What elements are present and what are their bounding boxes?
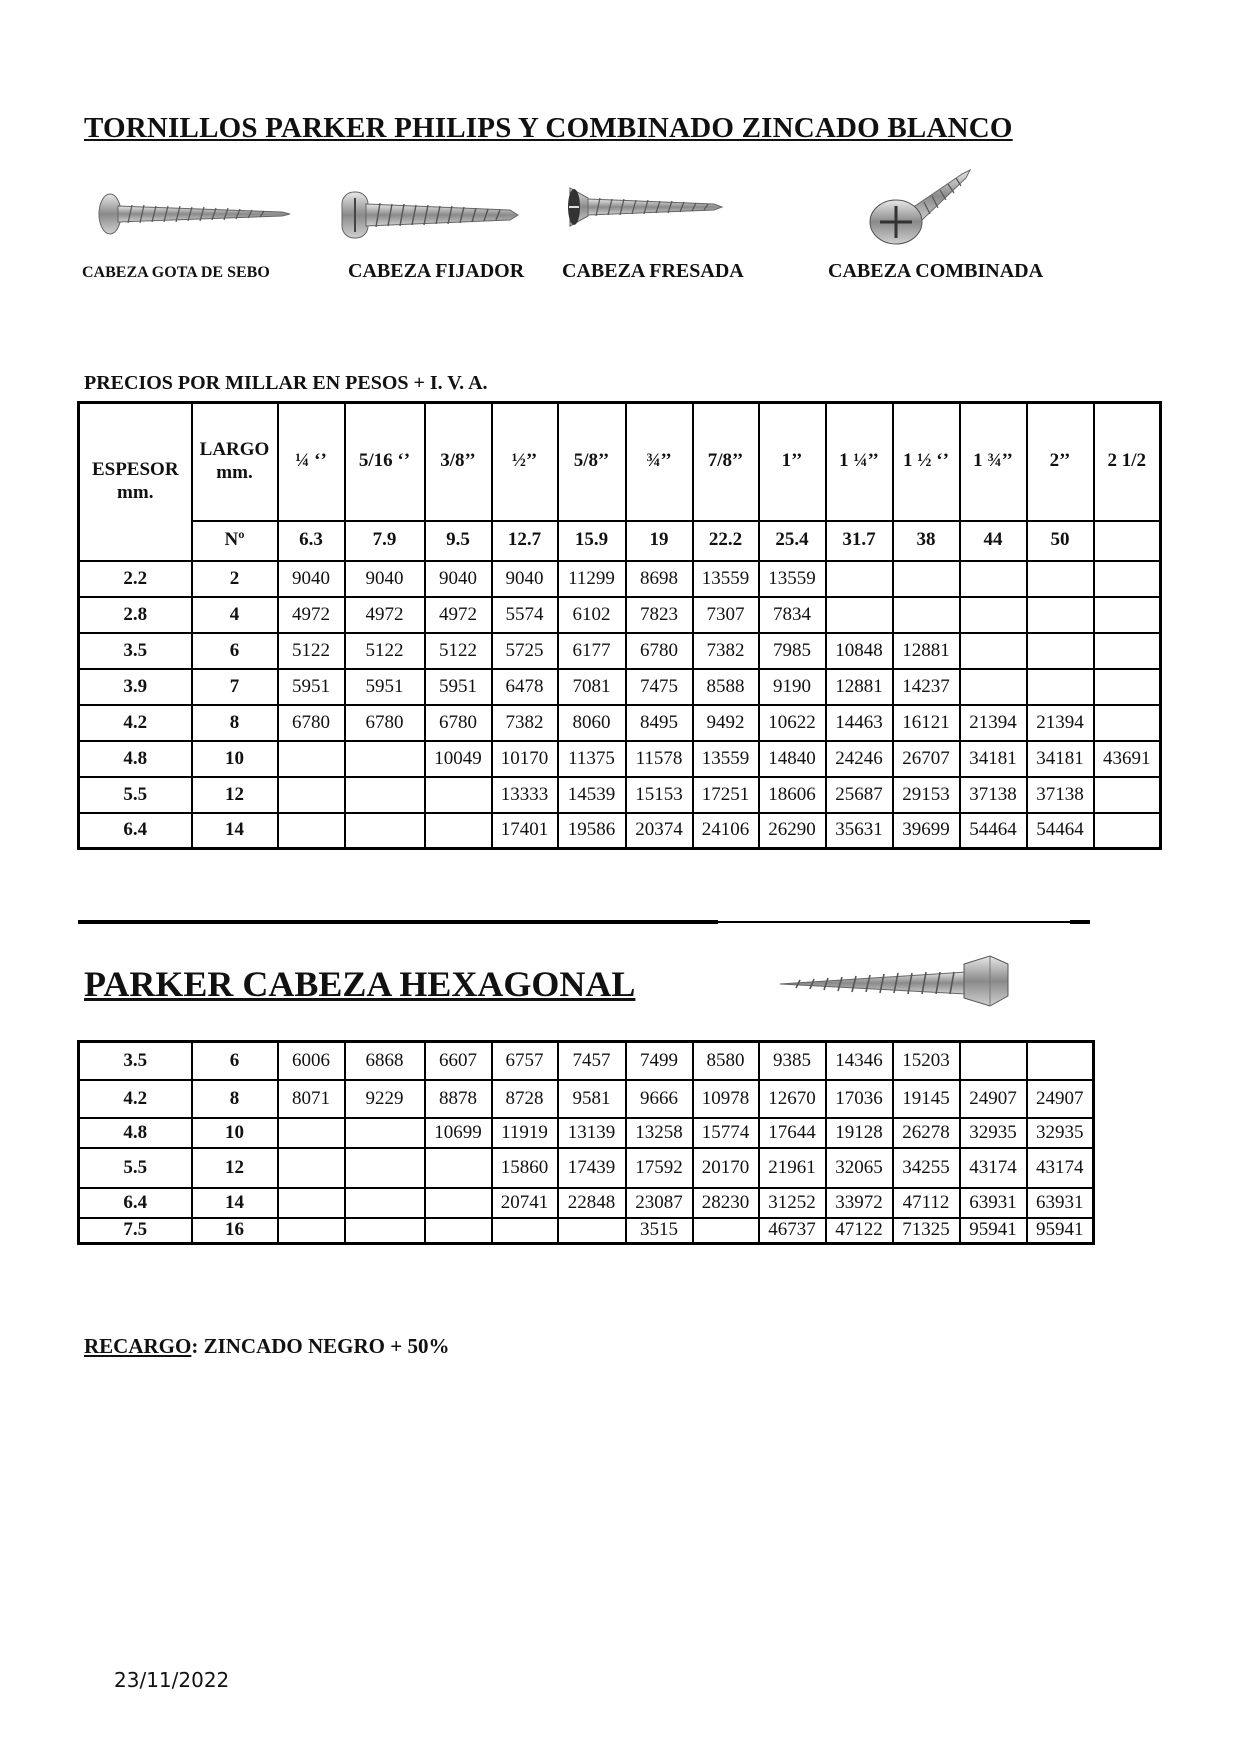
price-cell xyxy=(1094,813,1161,849)
head-type-label: CABEZA FIJADOR xyxy=(348,260,525,282)
price-cell xyxy=(1027,633,1094,669)
price-cell: 6868 xyxy=(345,1042,425,1080)
price-cell: 15774 xyxy=(693,1118,759,1148)
price-cell: 95941 xyxy=(960,1218,1027,1244)
inch-size-header: ¼ ‘’ xyxy=(278,403,345,521)
price-cell: 5122 xyxy=(345,633,425,669)
mm-size-header: 44 xyxy=(960,521,1027,561)
page-title: TORNILLOS PARKER PHILIPS Y COMBINADO ZINCADO BLANCO xyxy=(84,112,1013,144)
price-cell: 5951 xyxy=(425,669,492,705)
table-mm-row xyxy=(79,521,1161,561)
price-cell: 9666 xyxy=(626,1080,693,1118)
espesor-cell: 6.4 xyxy=(79,813,192,849)
inch-size-header: 2 1/2 xyxy=(1094,403,1161,521)
price-cell xyxy=(960,561,1027,597)
price-cell: 8071 xyxy=(278,1080,345,1118)
price-cell: 6006 xyxy=(278,1042,345,1080)
price-cell: 43174 xyxy=(1027,1148,1094,1188)
price-cell xyxy=(345,1218,425,1244)
table-row xyxy=(79,741,1161,777)
espesor-cell: 3.5 xyxy=(79,633,192,669)
espesor-cell: 7.5 xyxy=(79,1218,192,1244)
price-cell xyxy=(1027,597,1094,633)
price-cell: 18606 xyxy=(759,777,826,813)
mm-size-header: 7.9 xyxy=(345,521,425,561)
price-note: PRECIOS POR MILLAR EN PESOS + I. V. A. xyxy=(84,372,488,394)
price-cell xyxy=(278,777,345,813)
price-cell: 28230 xyxy=(693,1188,759,1218)
price-cell xyxy=(1094,597,1161,633)
inch-size-header: 5/8’’ xyxy=(558,403,626,521)
gauge-number-cell: 7 xyxy=(192,669,278,705)
surcharge-text: : ZINCADO NEGRO + 50% xyxy=(191,1334,450,1358)
table-row xyxy=(79,1118,1094,1148)
price-cell xyxy=(893,597,960,633)
price-cell: 43691 xyxy=(1094,741,1161,777)
price-cell: 20374 xyxy=(626,813,693,849)
price-cell: 9040 xyxy=(345,561,425,597)
price-cell: 6607 xyxy=(425,1042,492,1080)
price-cell: 10848 xyxy=(826,633,893,669)
price-cell: 14346 xyxy=(826,1042,893,1080)
price-cell: 32065 xyxy=(826,1148,893,1188)
price-cell xyxy=(960,669,1027,705)
table-row xyxy=(79,1042,1094,1080)
divider xyxy=(78,920,718,924)
gauge-number-cell: 6 xyxy=(192,1042,278,1080)
price-cell: 95941 xyxy=(1027,1218,1094,1244)
price-cell xyxy=(425,1188,492,1218)
espesor-cell: 3.9 xyxy=(79,669,192,705)
price-cell: 5951 xyxy=(278,669,345,705)
price-cell: 15153 xyxy=(626,777,693,813)
price-cell: 6780 xyxy=(626,633,693,669)
price-cell: 24907 xyxy=(960,1080,1027,1118)
mm-size-header: 19 xyxy=(626,521,693,561)
price-cell: 13139 xyxy=(558,1118,626,1148)
price-cell: 10170 xyxy=(492,741,558,777)
price-cell: 17592 xyxy=(626,1148,693,1188)
price-cell: 6780 xyxy=(278,705,345,741)
price-cell: 34255 xyxy=(893,1148,960,1188)
gauge-number-cell: 14 xyxy=(192,1188,278,1218)
price-cell xyxy=(345,777,425,813)
espesor-cell: 6.4 xyxy=(79,1188,192,1218)
price-cell: 13333 xyxy=(492,777,558,813)
price-cell: 63931 xyxy=(960,1188,1027,1218)
table-row xyxy=(79,1148,1094,1188)
section-title-hexagonal: PARKER CABEZA HEXAGONAL xyxy=(84,964,636,1004)
espesor-cell: 4.8 xyxy=(79,1118,192,1148)
price-cell: 10699 xyxy=(425,1118,492,1148)
oval-head-screw-icon xyxy=(96,188,292,240)
price-cell xyxy=(345,1118,425,1148)
price-cell: 19128 xyxy=(826,1118,893,1148)
price-cell: 32935 xyxy=(960,1118,1027,1148)
gauge-number-cell: 8 xyxy=(192,1080,278,1118)
price-cell: 29153 xyxy=(893,777,960,813)
price-cell: 31252 xyxy=(759,1188,826,1218)
price-cell xyxy=(826,561,893,597)
price-cell: 71325 xyxy=(893,1218,960,1244)
mm-size-header: 22.2 xyxy=(693,521,759,561)
price-cell: 14840 xyxy=(759,741,826,777)
price-cell: 6757 xyxy=(492,1042,558,1080)
price-cell: 6780 xyxy=(345,705,425,741)
price-cell xyxy=(960,1042,1027,1080)
price-cell: 26278 xyxy=(893,1118,960,1148)
price-table-hexagonal xyxy=(77,1040,1095,1245)
price-cell: 10978 xyxy=(693,1080,759,1118)
price-cell: 9229 xyxy=(345,1080,425,1118)
price-cell xyxy=(826,597,893,633)
price-cell xyxy=(1094,561,1161,597)
table-row xyxy=(79,1080,1094,1118)
price-cell: 13559 xyxy=(693,741,759,777)
price-cell: 33972 xyxy=(826,1188,893,1218)
largo-header: LARGO mm. xyxy=(192,403,278,521)
price-cell: 35631 xyxy=(826,813,893,849)
mm-size-header: 50 xyxy=(1027,521,1094,561)
price-cell xyxy=(278,1148,345,1188)
price-cell xyxy=(558,1218,626,1244)
price-cell: 7457 xyxy=(558,1042,626,1080)
price-cell: 7985 xyxy=(759,633,826,669)
price-cell: 7834 xyxy=(759,597,826,633)
divider xyxy=(1070,920,1090,924)
espesor-cell: 4.8 xyxy=(79,741,192,777)
head-type-label: CABEZA GOTA DE SEBO xyxy=(82,264,270,281)
table-row xyxy=(79,597,1161,633)
price-cell: 54464 xyxy=(960,813,1027,849)
price-cell: 21394 xyxy=(1027,705,1094,741)
price-cell xyxy=(960,633,1027,669)
price-cell: 13559 xyxy=(693,561,759,597)
price-cell: 26707 xyxy=(893,741,960,777)
price-cell: 8588 xyxy=(693,669,759,705)
price-cell: 9190 xyxy=(759,669,826,705)
price-cell xyxy=(960,597,1027,633)
price-cell: 4972 xyxy=(345,597,425,633)
gauge-number-cell: 10 xyxy=(192,741,278,777)
inch-size-header: ¾’’ xyxy=(626,403,693,521)
espesor-cell: 2.2 xyxy=(79,561,192,597)
hex-head-lag-screw-icon xyxy=(776,950,1016,1014)
mm-size-header: 15.9 xyxy=(558,521,626,561)
mm-size-header: 6.3 xyxy=(278,521,345,561)
table-row xyxy=(79,705,1161,741)
price-cell: 24246 xyxy=(826,741,893,777)
price-cell: 7823 xyxy=(626,597,693,633)
countersunk-screw-icon xyxy=(566,182,726,232)
price-cell xyxy=(278,813,345,849)
price-cell: 46737 xyxy=(759,1218,826,1244)
price-cell: 19145 xyxy=(893,1080,960,1118)
price-cell: 8698 xyxy=(626,561,693,597)
price-cell: 47122 xyxy=(826,1218,893,1244)
surcharge-note xyxy=(84,1334,450,1359)
espesor-header: ESPESOR mm. xyxy=(79,403,192,561)
price-cell: 37138 xyxy=(1027,777,1094,813)
mm-size-header xyxy=(1094,521,1161,561)
mm-size-header: 9.5 xyxy=(425,521,492,561)
mm-size-header: 31.7 xyxy=(826,521,893,561)
price-cell: 11375 xyxy=(558,741,626,777)
inch-size-header: 1 ¼’’ xyxy=(826,403,893,521)
price-cell xyxy=(1027,669,1094,705)
mm-size-header: 38 xyxy=(893,521,960,561)
inch-size-header: ½’’ xyxy=(492,403,558,521)
price-cell: 54464 xyxy=(1027,813,1094,849)
price-cell: 3515 xyxy=(626,1218,693,1244)
price-cell xyxy=(345,813,425,849)
price-cell xyxy=(1027,561,1094,597)
price-cell: 8878 xyxy=(425,1080,492,1118)
espesor-cell: 3.5 xyxy=(79,1042,192,1080)
price-cell: 20741 xyxy=(492,1188,558,1218)
price-cell: 11919 xyxy=(492,1118,558,1148)
price-cell: 37138 xyxy=(960,777,1027,813)
price-cell: 6102 xyxy=(558,597,626,633)
head-type-label: CABEZA FRESADA xyxy=(562,260,744,282)
price-cell: 5574 xyxy=(492,597,558,633)
inch-size-header: 2’’ xyxy=(1027,403,1094,521)
price-table-philips xyxy=(77,401,1162,850)
espesor-cell: 5.5 xyxy=(79,1148,192,1188)
price-cell xyxy=(425,777,492,813)
price-cell: 17401 xyxy=(492,813,558,849)
price-cell xyxy=(1094,705,1161,741)
price-cell: 16121 xyxy=(893,705,960,741)
price-cell xyxy=(278,1218,345,1244)
price-cell: 11299 xyxy=(558,561,626,597)
price-cell: 6177 xyxy=(558,633,626,669)
price-cell: 5951 xyxy=(345,669,425,705)
price-cell xyxy=(1094,633,1161,669)
price-cell: 15203 xyxy=(893,1042,960,1080)
price-cell xyxy=(492,1218,558,1244)
inch-size-header: 3/8’’ xyxy=(425,403,492,521)
inch-size-header: 1 ½ ‘’ xyxy=(893,403,960,521)
price-cell: 17644 xyxy=(759,1118,826,1148)
price-cell: 7499 xyxy=(626,1042,693,1080)
table-header-row xyxy=(79,403,1161,521)
price-cell: 7382 xyxy=(492,705,558,741)
table-row xyxy=(79,1188,1094,1218)
price-cell: 34181 xyxy=(960,741,1027,777)
price-cell xyxy=(345,1148,425,1188)
table-row xyxy=(79,1218,1094,1244)
table-row xyxy=(79,561,1161,597)
price-cell: 26290 xyxy=(759,813,826,849)
surcharge-label: RECARGO xyxy=(84,1334,192,1358)
gauge-number-cell: 6 xyxy=(192,633,278,669)
price-cell xyxy=(425,813,492,849)
price-cell xyxy=(1094,777,1161,813)
price-cell xyxy=(345,741,425,777)
price-cell: 11578 xyxy=(626,741,693,777)
price-cell: 12670 xyxy=(759,1080,826,1118)
price-cell: 5122 xyxy=(425,633,492,669)
document-date: 23/11/2022 xyxy=(114,1668,230,1692)
price-cell xyxy=(425,1148,492,1188)
divider xyxy=(718,921,1070,923)
price-cell: 21961 xyxy=(759,1148,826,1188)
price-cell: 21394 xyxy=(960,705,1027,741)
price-cell: 24907 xyxy=(1027,1080,1094,1118)
price-cell: 12881 xyxy=(893,633,960,669)
espesor-cell: 5.5 xyxy=(79,777,192,813)
price-cell xyxy=(278,741,345,777)
price-cell xyxy=(1094,669,1161,705)
price-cell: 13258 xyxy=(626,1118,693,1148)
price-cell: 9581 xyxy=(558,1080,626,1118)
price-cell: 8495 xyxy=(626,705,693,741)
price-cell xyxy=(345,1188,425,1218)
price-cell: 32935 xyxy=(1027,1118,1094,1148)
table-row xyxy=(79,633,1161,669)
price-cell: 6780 xyxy=(425,705,492,741)
price-cell: 17251 xyxy=(693,777,759,813)
inch-size-header: 1 ¾’’ xyxy=(960,403,1027,521)
gauge-number-cell: 8 xyxy=(192,705,278,741)
gauge-number-cell: 16 xyxy=(192,1218,278,1244)
n-header: Nº xyxy=(192,521,278,561)
table-row xyxy=(79,669,1161,705)
mm-size-header: 25.4 xyxy=(759,521,826,561)
combination-head-screw-icon xyxy=(866,166,976,248)
price-cell: 4972 xyxy=(425,597,492,633)
gauge-number-cell: 12 xyxy=(192,1148,278,1188)
espesor-cell: 4.2 xyxy=(79,1080,192,1118)
price-cell: 14237 xyxy=(893,669,960,705)
price-cell: 63931 xyxy=(1027,1188,1094,1218)
price-cell: 24106 xyxy=(693,813,759,849)
price-cell: 19586 xyxy=(558,813,626,849)
price-cell xyxy=(693,1218,759,1244)
price-cell: 23087 xyxy=(626,1188,693,1218)
price-cell xyxy=(425,1218,492,1244)
price-cell: 14463 xyxy=(826,705,893,741)
gauge-number-cell: 4 xyxy=(192,597,278,633)
price-cell xyxy=(278,1188,345,1218)
price-cell: 39699 xyxy=(893,813,960,849)
price-cell: 9040 xyxy=(278,561,345,597)
price-cell: 12881 xyxy=(826,669,893,705)
price-cell: 17036 xyxy=(826,1080,893,1118)
price-cell: 17439 xyxy=(558,1148,626,1188)
table-row xyxy=(79,813,1161,849)
espesor-cell: 2.8 xyxy=(79,597,192,633)
price-cell: 8060 xyxy=(558,705,626,741)
price-cell: 22848 xyxy=(558,1188,626,1218)
price-cell: 15860 xyxy=(492,1148,558,1188)
price-cell: 43174 xyxy=(960,1148,1027,1188)
price-cell xyxy=(278,1118,345,1148)
gauge-number-cell: 14 xyxy=(192,813,278,849)
price-cell xyxy=(1027,1042,1094,1080)
price-cell: 7475 xyxy=(626,669,693,705)
price-cell: 20170 xyxy=(693,1148,759,1188)
price-cell: 14539 xyxy=(558,777,626,813)
price-cell: 8580 xyxy=(693,1042,759,1080)
mm-size-header: 12.7 xyxy=(492,521,558,561)
head-type-label: CABEZA COMBINADA xyxy=(828,260,1044,282)
pan-head-screw-icon xyxy=(340,186,520,244)
price-cell: 9385 xyxy=(759,1042,826,1080)
gauge-number-cell: 12 xyxy=(192,777,278,813)
price-cell: 4972 xyxy=(278,597,345,633)
table-row xyxy=(79,777,1161,813)
inch-size-header: 7/8’’ xyxy=(693,403,759,521)
price-cell: 34181 xyxy=(1027,741,1094,777)
price-cell: 5725 xyxy=(492,633,558,669)
price-cell: 47112 xyxy=(893,1188,960,1218)
price-cell: 10049 xyxy=(425,741,492,777)
price-cell: 7081 xyxy=(558,669,626,705)
inch-size-header: 5/16 ‘’ xyxy=(345,403,425,521)
price-cell: 25687 xyxy=(826,777,893,813)
espesor-cell: 4.2 xyxy=(79,705,192,741)
price-cell: 6478 xyxy=(492,669,558,705)
price-cell: 7382 xyxy=(693,633,759,669)
price-cell: 8728 xyxy=(492,1080,558,1118)
price-cell: 7307 xyxy=(693,597,759,633)
gauge-number-cell: 10 xyxy=(192,1118,278,1148)
price-cell: 10622 xyxy=(759,705,826,741)
price-cell: 9492 xyxy=(693,705,759,741)
inch-size-header: 1’’ xyxy=(759,403,826,521)
gauge-number-cell: 2 xyxy=(192,561,278,597)
price-cell: 9040 xyxy=(425,561,492,597)
price-cell: 5122 xyxy=(278,633,345,669)
price-cell: 13559 xyxy=(759,561,826,597)
price-cell: 9040 xyxy=(492,561,558,597)
price-cell xyxy=(893,561,960,597)
